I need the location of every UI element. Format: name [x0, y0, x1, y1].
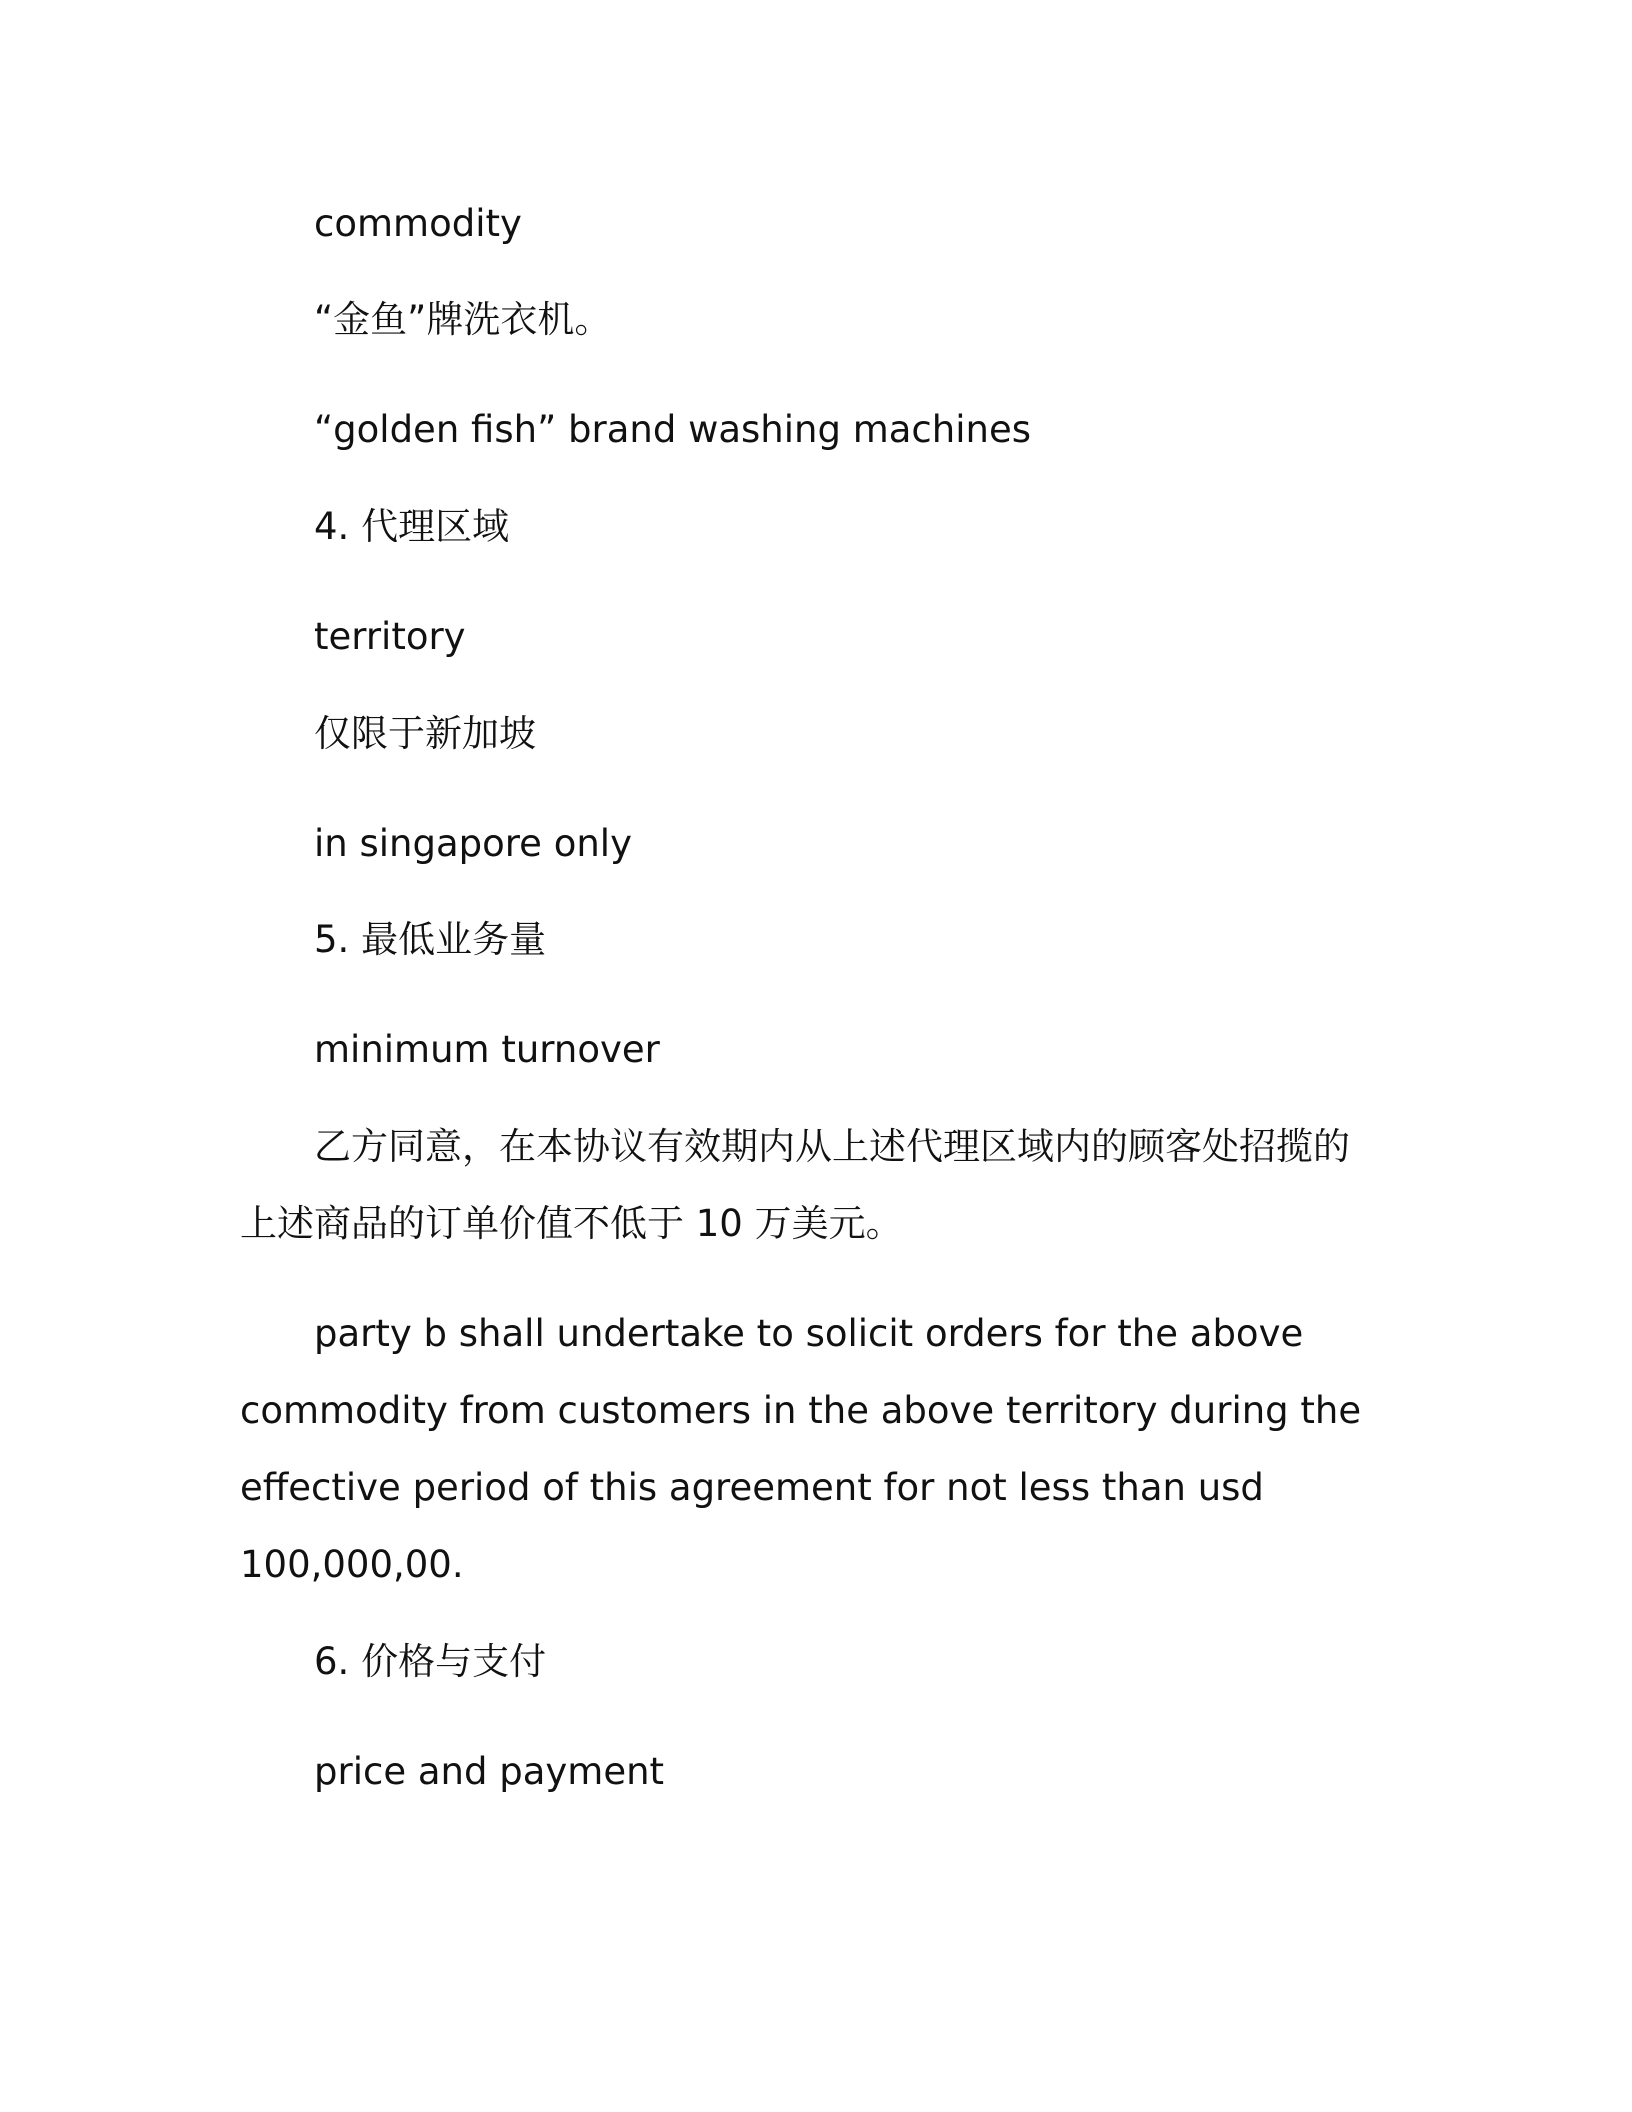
territory-text-cn: 仅限于新加坡 [314, 712, 536, 755]
turnover-text-en-line-3: effective period of this agreement for not less than usd [240, 1466, 1264, 1509]
section-6-heading-en: price and payment [314, 1750, 665, 1793]
commodity-heading-en: commodity [314, 202, 522, 245]
turnover-text-en-line-4: 100,000,00. [240, 1543, 464, 1586]
turnover-text-cn-line-2: 上述商品的订单价值不低于 10 万美元。 [240, 1202, 903, 1245]
section-6-heading-cn: 6. 价格与支付 [314, 1640, 547, 1683]
commodity-text-cn: “金鱼”牌洗衣机。 [314, 298, 612, 341]
section-5-heading-cn: 5. 最低业务量 [314, 918, 547, 961]
turnover-text-cn-line-1: 乙方同意，在本协议有效期内从上述代理区域内的顾客处招揽的 [314, 1125, 1350, 1168]
territory-text-en: in singapore only [314, 822, 632, 865]
section-4-heading-cn: 4. 代理区域 [314, 505, 510, 548]
section-4-heading-en: territory [314, 615, 466, 658]
section-5-heading-en: minimum turnover [314, 1028, 660, 1071]
turnover-text-en-line-1: party b shall undertake to solicit orders for the above [314, 1312, 1304, 1355]
commodity-text-en: “golden fish” brand washing machines [314, 408, 1031, 451]
turnover-text-en-line-2: commodity from customers in the above territory during the [240, 1389, 1362, 1432]
